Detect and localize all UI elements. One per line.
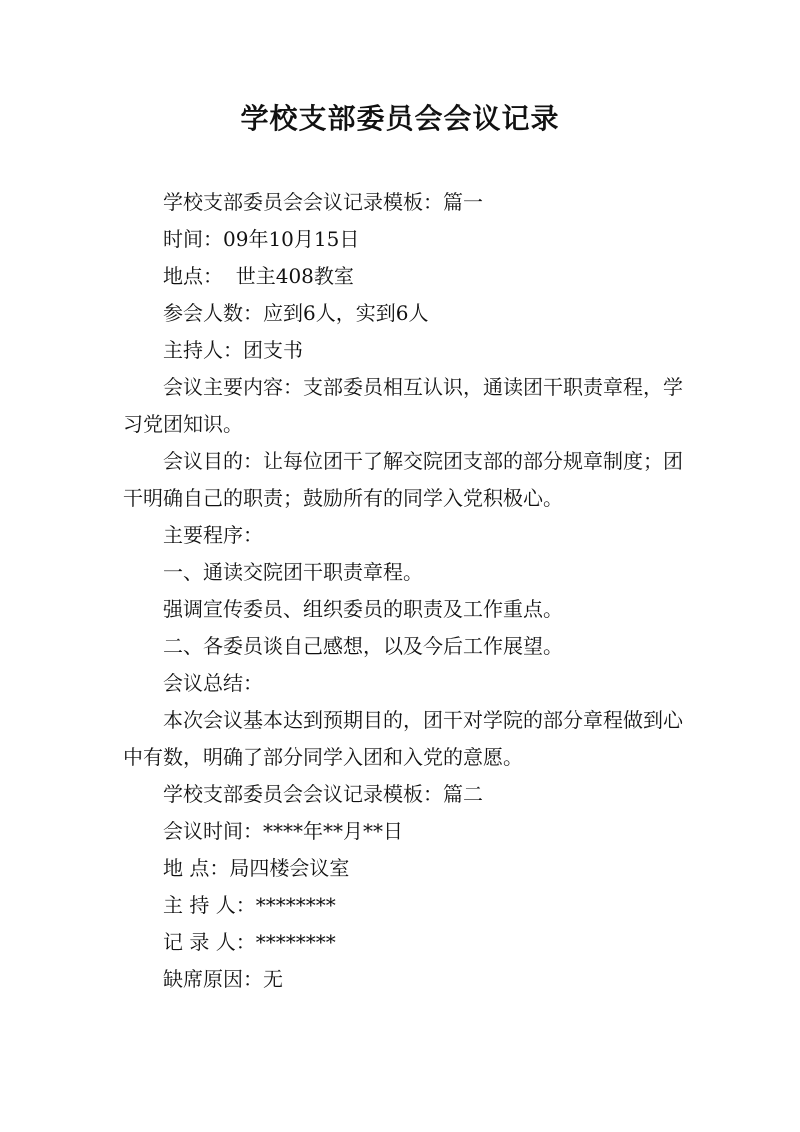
paragraph-main-content: 会议主要内容：支部委员相互认识，通读团干职责章程，学习党团知识。 [123,375,683,436]
paragraph-absence-reason: 缺席原因：无 [163,967,283,991]
paragraph-meeting-place: 地 点：局四楼会议室 [163,856,350,880]
paragraph-procedure-emphasis: 强调宣传委员、组织委员的职责及工作重点。 [163,597,563,621]
paragraph-host: 主持人：团支书 [163,338,303,362]
paragraph-procedure-heading: 主要程序： [163,523,263,547]
paragraph-procedure-one: 一、通读交院团干职责章程。 [163,560,423,584]
paragraph-location: 地点： 世主408教室 [163,264,354,288]
paragraph-time: 时间：09年10月15日 [163,227,360,251]
paragraph-template-one-heading: 学校支部委员会会议记录模板：篇一 [163,190,483,214]
paragraph-summary-heading: 会议总结： [163,671,263,695]
paragraph-template-two-heading: 学校支部委员会会议记录模板：篇二 [163,782,483,806]
paragraph-recorder: 记 录 人：******** [163,930,336,954]
paragraph-purpose: 会议目的：让每位团干了解交院团支部的部分规章制度；团干明确自己的职责；鼓励所有的同学入党积极心。 [123,449,683,510]
paragraph-procedure-two: 二、各委员谈自己感想，以及今后工作展望。 [163,634,563,658]
paragraph-meeting-host: 主 持 人：******** [163,893,336,917]
paragraph-meeting-time: 会议时间：****年**月**日 [163,819,403,843]
document-body [123,184,683,998]
document-title: 学校支部委员会会议记录 [240,102,560,135]
paragraph-attendance: 参会人数：应到6人，实到6人 [163,301,429,325]
paragraph-summary: 本次会议基本达到预期目的，团干对学院的部分章程做到心中有数，明确了部分同学入团和入党的意愿。 [123,708,683,769]
